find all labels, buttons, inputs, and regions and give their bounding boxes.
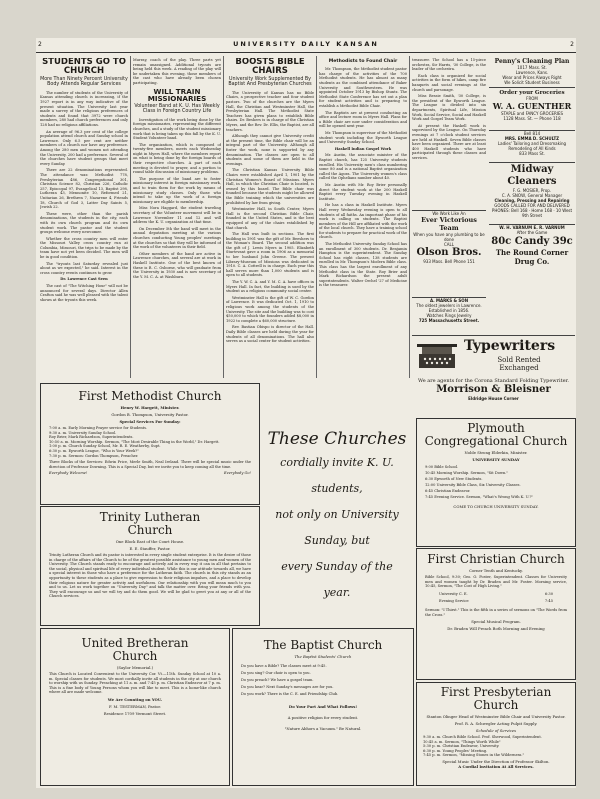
church-pastor: F. M. TESTERMAN, Pastor. [109,703,161,709]
article-continued [412,58,486,208]
paragraph: Other members of the band are active in Lawrence churches, and several are at work in Haskell Institute. One of the best known of these is R. C. Osborne, who will graduate from the University in 1930 and is now secretary of the Y. M. C. A. at Washburn. [133,251,221,279]
paragraph: The Baptists are at present conducting an office and lecture room in Myers Hall. Plans for a Bible chair are now under consideration and will be opened next year. [319,110,407,129]
schedule-item: 6:30 p. m. Epworth League, "Who is Your Week?" [49,448,139,453]
schedule-item: 10:45 Morning Worship. Sermon, "Sit Down." [425,471,509,475]
ad-line: MRS. EMMA D. SCHULTZ [504,136,560,141]
schedule-time: 6:30 [544,591,553,596]
schedule-item: 9:30 a. m. Church Bible School. Prof. Sherwood, Superintendent. [423,735,542,739]
ad-line: 1017 Mass. St. [517,65,547,70]
paragraph: Mr. Thompson, the Methodist student pastor has charge of the activities of the 700 Methodist students. He has almost as many students as the combined attendance of Baker University and Southwestern. He was appointed October 1913 by Bishop Stuntz. The Methodist State Conference has set out a plan for student activities and is preparing to establish a Methodist Bible Chair. [319,67,407,109]
ad-line: 833 Mass St. [519,151,545,156]
paragraph: Rev. Bastian Obispo is director of the Hall. Daily Bible classes are held during the year for students of all denominations. The hall also serves as a social center for student activities. [226,325,314,344]
ad-tailoring [489,130,575,161]
ad-first-christian [416,548,576,680]
ad-midway-cleaners: Midway Cleaners F. G. MOSIER, Prop. C. A. SNOW, General Manager Cleaning, Pressing and Repairing GOODS CALLED FOR AND DELIVERED PHONES: Bell 168 · Home 168 · 10 West 9th Street [489,162,575,223]
church-name: Church [473,698,519,712]
church-address: (Saylor Memorial.) [116,665,154,670]
ad-plymouth-congregational [416,418,576,547]
church-question: Do you preach? We have a gospel team. [241,678,314,682]
schedule-item: University C. E. [439,591,468,596]
schedule-item: 10:45 a. m. Sermon, "Things Worth While" [423,739,501,744]
page-number-left: 2 [38,41,42,48]
church-name: United Bretheran [81,636,189,650]
ad-line: Exchanged [499,364,539,372]
article-missionaries [133,58,221,378]
ad-line: 1128 Mass. St. — Phone 118 [503,116,561,121]
paragraph: Each class is organized for social activities in the form of hikes, camp fire banquets and social evenings at the church and parsonage. [412,73,486,92]
ad-line: Remodeling of All Kinds [508,146,556,151]
ad-line: Watches Rings Jewelry [426,313,472,318]
paragraph: At present the Haskell work is supervised by the League. On Thursday evenings at 7 o'clock student services are held at Haskell. Seven Bible classes have been organized. There are at least 400 Haskell students who have participated through these classes and services. [412,123,486,160]
ad-line: Rented [515,356,541,364]
ad-line: Ladies' Tailoring and Dressmaking [497,141,567,146]
church-name: The Baptist Church [263,638,383,652]
paragraph: Investigation of the work being done by the foreign missionaries, representing the different churches, and a study of the student missionary work that is being taken up this fall by the K. U. Student Volunteer band. [133,117,221,141]
schedule-item: 5:30 p. m. Christian Endeavor, University. [423,744,500,749]
ad-line: Bell Phone 151 [444,259,475,264]
church-notes: Bible School, 9:30; Geo. O. Foster, Superintendent. Classes for University men and women taught by Dr. Braden and Mr. Foster. Morning service, 10:45, Sermon, "The Cost of High Living." [425,575,567,589]
schedule-item: 7:45 Evening Service. Sermon, "What's Wrong With K. U.?" [425,495,534,499]
schedule-item: 9:30 a. m. University Sunday School. [49,430,117,435]
schedule-item: 9:00 Bible School. [425,465,459,469]
paragraph: The Y. W. C. A. and Y. M. C. A. have offices in Myers Hall. In fact, the building is used by the student as a religious community social center. [226,280,314,294]
typewriter-icon [416,342,458,372]
paragraph: Mr. Austin with Mr. Roy Brier personally direct the student work at the 200 Haskell Baptist every Tuesday evening in Haskell Institute. [319,182,407,201]
church-name: First Methodist Church [78,389,222,403]
schedule-item: Evening Service [439,599,469,604]
invitation-line: not only on University [275,508,399,521]
invitation-line: students, [311,482,363,495]
paragraph: The Methodist University Sunday School has an enrollment of 300 students. Dr. Benjamin Hampton is the superintendent. The Sunday School has eight classes, 138 students are enrolled in Mr. Thompson's Modern Bible class. This class has the largest enrollment of any Methodist class in the State. Roy Brier and Mark Richardson the present adult superintendents. Walter Orchel '27 of Medicine is the treasurer. [319,242,407,288]
ad-line: The oldest jewelers in Lawrence. Established in 1856. [416,303,482,313]
ad-trinity-lutheran [40,506,260,626]
paragraph: The number of students of the University of Kansas attending church is increasing, if the 1927 report is in any way indicative of the present situation. The University last year made a survey of the religious preferences of students and found that 3972 were church members, 280 had church preferences and only 128 had no religious affiliations. [40,90,128,128]
newspaper-page [36,38,576,788]
church-pastor: Henry W. Hargett, Minister. [120,405,180,410]
paragraph: Miss Nora Haggard, the student traveling secretary of the Volunteer movement will be in Lawrence November 11 and 12 and will address the K. U. organization at that time. [133,206,221,225]
schedule-item: 6:30 Epworth of New Students. [425,477,483,481]
ad-line: We Work Like An [432,211,466,216]
church-notes: Trinity Lutheran Church and its pastor is interested in every single student enterprise. It is the desire of those in charge of the affairs of the Church to be of the greatest possible assistance to young men and women of the University. The Church stands ready to encourage and actively aid in every way it can in all that pertains to the social, physical and spiritual life of every individual student. While this is our attitude towards all, we have a special interest in those who have a preference for the Lutheran faith. The church in this city stands as an opportunity to these students as a place to give expression to their religious impulses, and a place to develop their religious nature for greater activity and usefulness. Our relationship with you will mean much to you and to us. Let us work together on "University Day" and talk the matter over. Bring your friends with you. They will encourage us and we will try and do them good. We will be glad to greet you at any or all of the Church services. [49,553,252,599]
ad-line: We Solicit Student Business [504,80,560,85]
section-heading: Special Services For Sunday: [119,419,181,424]
paragraph: The Christian Kansas University Bible Chairs were established April 1, 1901 by the Christian Women's Board of Missions. Myers Hall, in which the Christian Chair is located, is owned by this board. The Bible chair was founded because the students might be allowed the Bible training which the universities are prohibited by law from giving. [226,168,314,205]
ad-title: Penny's Cleaning Plan [494,58,570,65]
ad-line: FROM [526,96,538,101]
center-invitation [262,428,412,623]
church-footer: Everybody Welcome! [49,471,88,476]
church-name: First Christian Church [427,552,565,566]
paragraph: There are 22 denominations represented. The attendance was: Methodist 778, Presbyterian 486, Congregational 301, Christian Science 82, Christian 226, Catholic 257, Episcopal 97, Evangelical 13, Baptist 298, Lutheran 43, Mennonite 10, Reformed 21, Unitarian 26, Brethren 7, Nazarene 4, Friends 18, Church of God 3, Latter Day Saints 5, Jewish 22. [40,168,128,210]
article-methodists [319,58,407,378]
church-question: Do you hear? Next Sunday's messages are for you. [241,685,334,689]
ad-line: PHONES: Bell 168 [491,208,528,213]
paragraph: Mr. Austin, the associate minister of the Baptist church, has 125 University students enrolled. His University men's class numbering some 80 and is a national Baptist organization called the Agora. The University women's class called the Ophelians number about 40. [319,153,407,181]
church-notes: This Church is Located Convenient to the University Cor. Vt.—11th. Sunday School at 10 a. m. Special classes for students. We most cordially invite all students in the city at our church to worship with us Sunday. Preaching at 11 a. m. and 7:45 p. m. Christian Endeavor at 7 p. m. This is a fine body of Young Persons whom you will like to meet. This is a home-like church where all are made welcome. [49,672,221,695]
section-heading: Dr. Lawrence Cast Seen [60,277,108,282]
ad-line: Wear and Prices Always Right [502,75,562,80]
church-notes: Special Music Under the Direction of Professor Skilton. [442,758,550,764]
paragraph: Murray, coach of the play. Three parts yet remain unassigned. Additional tryouts are being held this week. A reading of the play will be undertaken this evening, those members of the cast who have already been chosen participating. [133,58,221,85]
paragraph: The organization, which is composed of twenty-five members, meets each Wednesday night in Myers Hall, where the members report on what is being done by the foreign boards of their respective churches. A part of each meeting is devoted to prayer, and a portion to round table discussion of missionary problems. [133,142,221,175]
ad-typewriters-agents [412,378,575,414]
ad-baptist [232,628,414,786]
ad-line: F. G. MOSIER, Prop. [512,188,552,193]
schedule-item: 7:30 p. m. Sermon: Gordon Thompson, Preacher. [49,453,139,458]
schedule-item: 7:00 a. m. Early Morning Prayer service for Students. [49,426,148,430]
section-heading: Schedule of Services [475,728,517,733]
paragraph: The cast of "The Witching Hour" will not be announced for several days. Director Allen Crafton said he was well pleased with the talent shown at the tryouts this week. [40,284,128,302]
column-rule [316,56,317,378]
ad-line: Eldridge House Corner [468,396,519,401]
schedule-item: 10:50 a. m. Morning Worship. Sermon, "The Most Desirable Thing in the World," Dr. Hargett. [49,439,220,444]
ad-line: 10 West 9th Street [521,208,573,218]
ad-title: Midway Cleaners [507,164,557,187]
church-name: Congregational Church [424,434,568,448]
church-address: One Block East of the Court House. [115,539,185,544]
church-notes: Three Blocks of the Services: Edwin Price, Merle Smith, Neal Ireland. There will be special music under the direction of Professor Downing. This is a Special Day, but we invite you to keep coming all the time. [49,460,251,469]
ad-line: 725 Massachusetts Street. [418,318,480,323]
ad-line: Lawrence, Kans. [515,70,549,75]
church-footer: We Are Counting on YOU. [107,696,163,702]
ad-line: Cleaning, Pressing and Repairing [494,198,570,203]
schedule-item: Roy Brier, Mark Richardson, Superintendents. [49,435,134,440]
church-pastor: Gordon B. Thompson, University Pastor. [111,412,189,417]
ad-united-brethren [40,628,230,786]
schedule-item: 1:00 p. m. Church Sunday School, Mr. R. E. Weatherby, Supt. [49,444,161,449]
ad-line: Bell 814 [523,131,541,136]
ad-first-methodist [40,383,260,505]
church-address: Residence 1709 Vermont Street. [103,710,167,716]
headline: STUDENTS GO TO CHURCH [42,58,126,76]
ad-line: C. A. SNOW, General Manager [501,193,563,198]
ad-marks-jewelers [412,297,486,334]
ad-line: GOODS CALLED FOR AND DELIVERED [494,203,570,208]
church-name: Plymouth [467,421,525,435]
ad-line: STAPLE and FANCY GROCERIES [500,111,564,116]
church-name: First Presbyterian [440,685,552,699]
invitation-line: cordially invite K. U. [280,456,394,469]
ad-first-presbyterian [416,682,576,786]
ad-title: Ever Victorious Team [421,216,477,232]
church-notes: Special Musical Program. [471,619,521,625]
article-students-church [40,58,128,378]
church-name: Church [127,523,173,537]
ad-penny-grocer [489,58,575,128]
ad-olson-plumbing [412,210,486,296]
invitation-line: year. [323,586,351,599]
headline: BOOSTS BIBLE CHAIRS [235,58,305,76]
invitation-line: Sunday, but [304,534,370,547]
paragraph: The University of Kansas has no Bible Chairs, a prospective teacher and four student pastors. Two of the churches are the Myers Hall, the Christian and Westminster Hall, the Presbyterian Hall. The Methodist State Teachers has given plans to establish Bible chairs. Dr. Beshers is in charge of the Christian Myers, and the Rev. Dr. Ellis, the Baptist, are all teachers. [226,90,314,132]
ad-title: W. H. VARNUM E. R. VARNUM [499,225,565,230]
church-pastor: Prof. R. A. Schwegler Acting Pulpit Supply. [454,721,538,726]
church-footer: Dr. Braden Will Preach Both Morning and Evening [447,626,545,632]
column-rule [223,56,224,378]
paragraph: Mr. Thompson is supervisor of the Methodist student work including the Epworth League and University Sunday School. [319,131,407,145]
section-heading: Haskell Indian Gospel Work [334,146,392,151]
invitation-line: every Sunday of the [281,560,393,573]
church-question: Do you have a Bible? The classes meet at 9:45. [241,664,327,668]
masthead-title: UNIVERSITY DAILY KANSAN [233,40,379,48]
subheadline: More Than Ninety Percent University Body Attends Regular Services [40,76,128,88]
church-footer: Everybody Go! [224,471,251,476]
schedule-item: 12:00 University Bible Class, Six University Classes. [425,483,521,487]
schedule-item: 6:45 Christian Endeavor. [425,489,471,493]
column-rule [130,56,131,378]
church-notes: A positive religion for every student. [287,715,359,720]
ad-price: 80c Candy 39c [491,236,573,247]
ad-name: The Round Corner Drug Co. [495,248,569,266]
church-pastor: E. E. Stauffer, Pastor. [129,546,171,551]
paragraph: Westminster Hall is the gift of W. C. Gordon of Lawrence. It was dedicated Oct. 1, 1910 to religious work among the students of the University. The site and the building was to cost $50,000 to which the founders added $8,000 in 1922 to complete a $60,000 structure. [226,295,314,323]
page-number-right: 2 [570,41,574,48]
church-name: Trinity Lutheran [99,510,201,524]
ad-line: Sold [497,356,514,364]
invitation-line: These Churches [267,429,407,449]
church-question: Do you sing? Our choir is open to you. [241,671,311,675]
paragraph: Although they cannot give University credit at the present time, the Bible chair will be an integral part of the University. Although all foster the work, none is supported by any denomination. The classes are open to all students and some of them are held in the evenings. [226,134,314,166]
paragraph: On December 5th the band will meet in the annual deputation meeting at the various churches conducting Young peoples' meetings at the churches so that they will be informed of the work of the volunteers in their field. [133,226,221,250]
ad-line: 933 Mass. [423,259,444,264]
ad-line: After the Game [516,230,548,235]
paragraph: treasurer. The School has a 15-piece orchestra, Sir Harris, '30 College, is the leader of the orchestra. [412,58,486,72]
paragraph: These were, other than the parish denominations, the students in the city, each with its own church program and its own student work. The pastor and the student groups welcome every newcomer. [40,211,128,235]
paragraph: The Hall was built in sections. The first building in 1901 was the gift of Mr. Beeshers to the Woman's Board. The second addition was the gift of J. Lewis Myers in 1905. Elizabeth Sturtevant gave a room in 1906 as a memorial to her husband John Greene. The present Library-Museum of Missions was dedicated in 1910. C. A. Cottrell is in charge. Each year this hall serves more than 1,000 students and is open to all students. [226,232,314,278]
page-header [36,38,576,53]
subheadline: Volunteer Band at K. U. Has Weekly Class in Foreign Country Life [134,103,220,115]
ad-title: Typewriters [464,338,556,354]
paragraph: Miss Bessie Smith, '30 College, is the president of the Epworth League. The League is divided into six departments, Spiritual Life, Mission Work, Social Service, Social and Haskell Work and Gospel Team Work. [412,94,486,122]
schedule-item: 7:45 p. m. Sermon, "Missing Stones in the Wilderness." [423,753,525,758]
church-footer: A Cordial Invitation At All Services. [458,763,534,769]
church-footer: "Nature Abhors a Vacuum." Be Natural. [284,726,362,731]
ad-name: Morrison & Bleisner [436,384,551,395]
schedule-item: 6:30 p. m. Young Peoples' Meeting. [423,748,488,753]
ad-line: Home 168 [531,208,553,213]
subheadline: University Work Supplemented By Baptist And Presbyterian Churches [228,76,312,88]
paragraph: He has a class in Haskell Institute. Myers Hall every Wednesday evening is open to all students of all faiths. An important phase of his work is calling on students. The Baptist members of the Hill are affiliated with the work of the local church. They have a training school for students to prepare for practical work of the church. [319,203,407,240]
church-name: Church [112,649,158,663]
schedule-time: 7:45 [544,599,553,604]
ad-line: We are agents for the Corona Standard Folding Typewriter. [418,378,569,384]
paragraph: Westminster Hall, in South Center, Myers Hall is the second Christian Bible Chair, founded in the United States, and is the best equipped of any of the chairs established by that church. [226,207,314,230]
ad-line: When you have any plumbing to be done [413,232,485,242]
ad-title: Order your Groceries [499,90,565,96]
church-question: Do you work? There is the C. E. and Friendship Club. [241,692,339,696]
ad-drug-store [489,224,575,281]
church-tagline: The Baptist Students' Church [294,654,352,659]
ad-line: CALL [444,242,454,247]
headline: WILL TRAIN MISSIONARIES [147,86,207,104]
church-pastor: Noble Strong Elderkin, Minister. [464,450,528,455]
church-notes: Sermon: "I Thirst." This is the fifth in a series of sermons on "The Words from the Cross." [425,607,567,617]
ad-name: Olson Bros. [416,247,482,258]
paragraph: The purpose of the band are to foster missionary interest in foreign missionary work, and to train them for the work by means of missionary study classes. Only those who intend to take up the work of a foreign missionary are eligible to membership. [133,176,221,204]
paragraph: Whether the cross country men will enter the Missouri Valley cross country run at Columbia, Missouri, the trips to be made by the team have not yet been decided. The men will be in good condition. [40,236,128,260]
article-bible-chairs [226,58,314,378]
paragraph: An average of 96.3 per cent of the college population attend church and Sunday school in Lawrence. Only 6.5 per cent are neither members of a church nor have any preference. Among the 280 men and women not attending the University, 200 had a preference. Several of the churches have student groups that meet every Sunday. [40,129,128,166]
section-heading: UNIVERSITY SUNDAY [472,457,520,462]
church-notes: Do Your Part And What Follows! [288,704,358,709]
church-pastor: Stanton Olinger Head of Westminster Bible Chair and University Pastor. [426,714,566,719]
subheadline: Methodists to Found Chair [328,59,398,64]
ad-name: W. A. GUENTHER [492,101,572,111]
paragraph: The "tryouts last Saturday revealed just about as we expected," he said. Interest in the cross country events continues to grow. [40,261,128,275]
ad-title: A. MARKS & SON [429,298,469,303]
church-footer: COME TO CHURCH UNIVERSITY SUNDAY. [453,504,539,509]
church-address: Corner Tenth and Kentucky. [469,568,523,573]
column-rule [409,56,410,378]
